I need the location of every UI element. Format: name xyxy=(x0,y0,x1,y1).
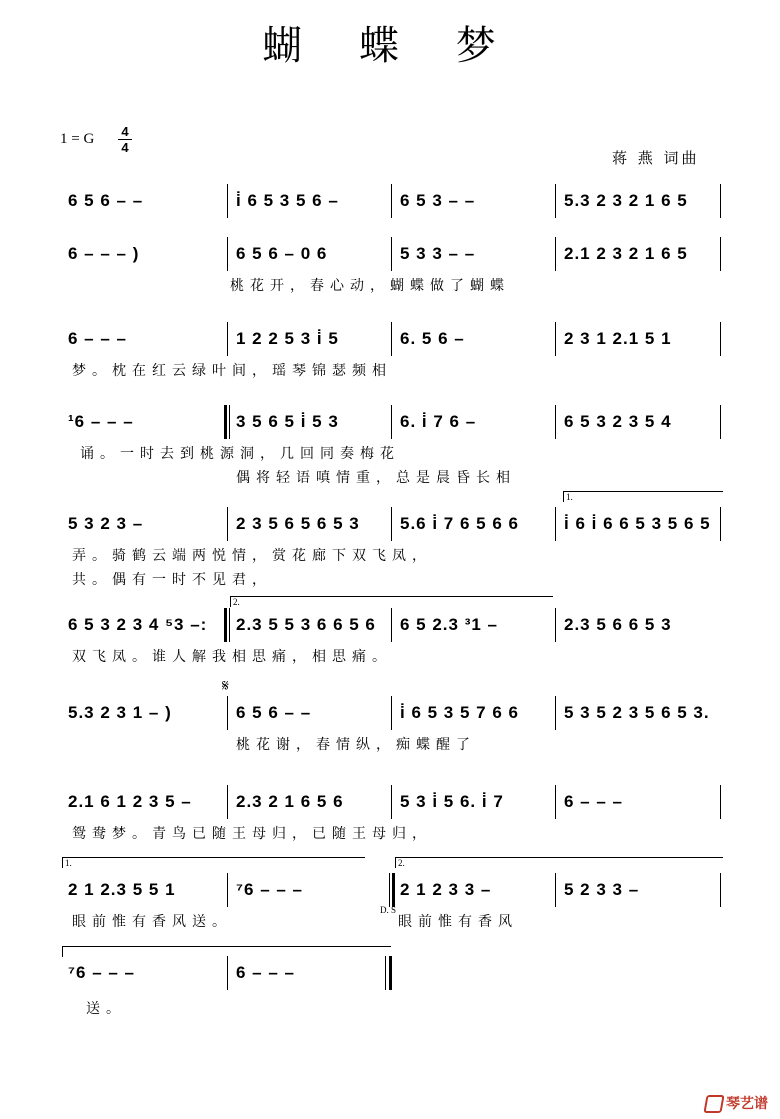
final-barline xyxy=(389,956,392,990)
measure: 2.3 5 5 3 6 6 5 6 xyxy=(236,615,376,634)
barline xyxy=(720,873,721,907)
measure: 6 5 3 – – xyxy=(400,191,476,210)
measure: i̇ 6 5 3 5 7 6 6 xyxy=(400,703,519,722)
barline xyxy=(391,507,392,541)
measure: i̇ 6 5 3 5 6 – xyxy=(236,191,339,210)
barline xyxy=(227,184,228,218)
barline xyxy=(555,237,556,271)
time-signature-bottom: 4 xyxy=(121,140,129,155)
barline xyxy=(227,785,228,819)
time-signature-top: 4 xyxy=(121,124,129,139)
barline xyxy=(391,405,392,439)
notes-row xyxy=(60,696,730,730)
barline xyxy=(555,322,556,356)
barline xyxy=(720,237,721,271)
barline xyxy=(720,507,721,541)
notes-row xyxy=(60,322,730,356)
barline xyxy=(227,873,228,907)
watermark: 琴艺谱 xyxy=(705,1093,768,1113)
barline xyxy=(389,873,390,907)
lyric-line: 桃花开，春心动，蝴蝶做了蝴蝶 xyxy=(230,278,510,294)
barline xyxy=(227,237,228,271)
measure: 6 5 2.3 ³1 – xyxy=(400,615,499,634)
measure: 2.3 2 1 6 5 6 xyxy=(236,792,344,811)
composer-credit: 蒋 燕 词曲 xyxy=(612,149,700,167)
notes-row xyxy=(60,405,730,439)
barline xyxy=(720,184,721,218)
measure: ¹6 – – – xyxy=(68,412,134,431)
lyric-line: 诵。一时去到桃源洞，几回同奏梅花 xyxy=(80,446,400,462)
volta-bracket: 2. xyxy=(230,596,553,607)
barline xyxy=(229,405,230,439)
measure: 2.1 6 1 2 3 5 – xyxy=(68,792,192,811)
barline xyxy=(392,873,395,907)
barline xyxy=(555,405,556,439)
measure: 6 5 3 2 3 4 ⁵3 –: xyxy=(68,615,208,634)
measure: 6. i̇ 7 6 – xyxy=(400,412,477,431)
measure: 2 1 2.3 5 5 1 xyxy=(68,880,176,899)
barline xyxy=(391,785,392,819)
notes-row xyxy=(60,785,730,819)
key-signature: 1 = G xyxy=(60,131,95,147)
measure: i̇ 6 i̇ 6 6 5 3 5 6 5 xyxy=(564,514,711,533)
volta-bracket: 1. xyxy=(563,491,723,502)
measure: 6 5 6 – 0 6 xyxy=(236,244,328,263)
measure: ⁷6 – – – xyxy=(68,963,136,982)
segno-sign: 𝄋 xyxy=(222,676,229,695)
notes-row xyxy=(60,237,730,271)
lyric-line: 眼前惟有香风 xyxy=(398,914,518,930)
lyric-line: 桃花谢，春情纵，痴蝶醒了 xyxy=(236,737,476,753)
barline xyxy=(391,696,392,730)
lyric-line: 眼前惟有香风送。 xyxy=(72,914,232,930)
barline xyxy=(720,405,721,439)
time-signature xyxy=(118,124,132,155)
barline xyxy=(385,956,386,990)
measure: 6 5 6 – – xyxy=(236,703,312,722)
notes-row xyxy=(60,184,730,218)
score-title: 蝴 蝶 梦 xyxy=(262,23,518,69)
barline xyxy=(555,608,556,642)
lyric-line: 送。 xyxy=(86,1001,126,1017)
lyric-line: 偶将轻语嗔情重，总是晨昏长相 xyxy=(236,470,516,486)
measure: 5 3 3 – – xyxy=(400,244,476,263)
measure: 6. 5 6 – xyxy=(400,329,465,348)
measure: 5 3 2 3 – xyxy=(68,514,144,533)
measure: 6 – – – xyxy=(236,963,295,982)
lyric-line: 鸳鸯梦。青鸟已随王母归，已随王母归， xyxy=(72,826,432,842)
logo-icon xyxy=(703,1095,724,1113)
measure: 3 5 6 5 i̇ 5 3 xyxy=(236,412,339,431)
measure: 6 – – – xyxy=(564,792,623,811)
barline xyxy=(229,608,230,642)
measure: 5 3 5 2 3 5 6 5 3. xyxy=(564,703,710,722)
measure: 6 – – – ) xyxy=(68,244,140,263)
barline xyxy=(227,507,228,541)
measure: 6 – – – xyxy=(68,329,127,348)
measure: 2.3 5 6 6 5 3 xyxy=(564,615,672,634)
barline xyxy=(555,873,556,907)
measure: 2 3 5 6 5 6 5 3 xyxy=(236,514,360,533)
measure: 2 3 1 2.1 5 1 xyxy=(564,329,672,348)
volta-bracket-2: 2. xyxy=(395,857,723,868)
notes-row xyxy=(60,873,730,907)
barline xyxy=(391,322,392,356)
measure: 6 5 3 2 3 5 4 xyxy=(564,412,672,431)
repeat-start-barline xyxy=(224,405,227,439)
barline xyxy=(227,956,228,990)
lyric-line: 双飞凤。谁人解我相思痛，相思痛。 xyxy=(72,649,392,665)
dal-segno-mark: D. S xyxy=(380,905,397,915)
notes-row xyxy=(60,956,730,990)
measure: 5.6 i̇ 7 6 5 6 6 xyxy=(400,514,519,533)
measure: 5.3 2 3 1 – ) xyxy=(68,703,172,722)
barline xyxy=(227,696,228,730)
measure: 2 1 2 3 3 – xyxy=(400,880,492,899)
barline xyxy=(720,322,721,356)
lyric-line: 弄。骑鹤云端两悦情，赏花廊下双飞凤， xyxy=(72,548,432,564)
barline xyxy=(391,237,392,271)
barline xyxy=(391,608,392,642)
notes-row xyxy=(60,608,730,642)
notes-row xyxy=(60,507,730,541)
barline xyxy=(555,507,556,541)
repeat-end-barline xyxy=(224,608,227,642)
barline xyxy=(391,184,392,218)
barline xyxy=(555,696,556,730)
measure: 5.3 2 3 2 1 6 5 xyxy=(564,191,688,210)
volta-bracket-1: 1. xyxy=(62,857,365,868)
lyric-line: 梦。枕在红云绿叶间，瑶琴锦瑟频相 xyxy=(72,363,392,379)
measure: 2.1 2 3 2 1 6 5 xyxy=(564,244,688,263)
measure: ⁷6 – – – xyxy=(236,880,304,899)
measure: 1 2 2 5 3 i̇ 5 xyxy=(236,329,339,348)
lyric-line: 共。偶有一时不见君， xyxy=(72,572,272,588)
barline xyxy=(720,785,721,819)
barline xyxy=(555,184,556,218)
barline xyxy=(555,785,556,819)
measure: 5 2 3 3 – xyxy=(564,880,640,899)
measure: 6 5 6 – – xyxy=(68,191,144,210)
measure: 5 3 i̇ 5 6. i̇ 7 xyxy=(400,792,504,811)
barline xyxy=(227,322,228,356)
